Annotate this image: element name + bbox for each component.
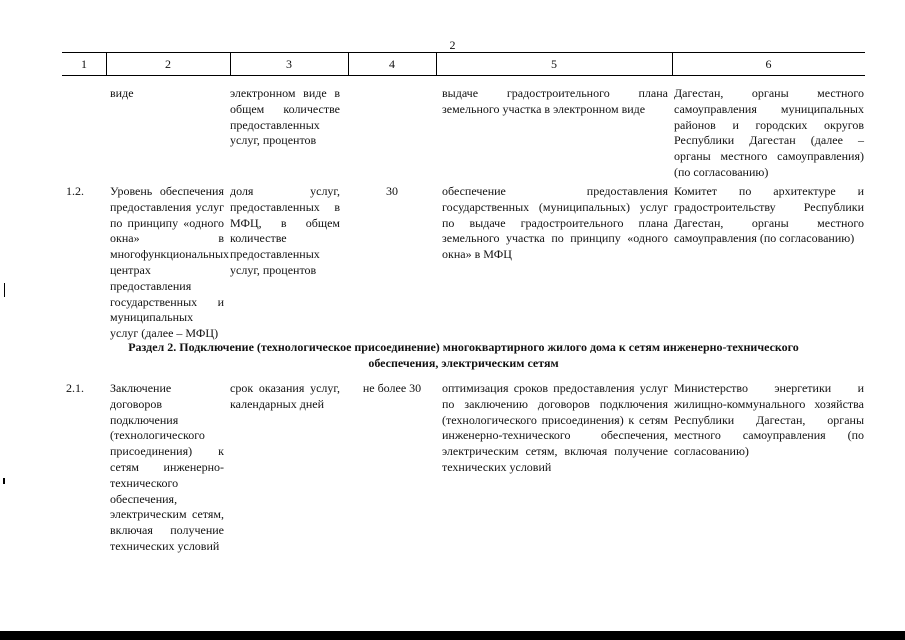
row-2-1-target: не более 30: [362, 381, 422, 395]
scan-edge-bar: [0, 631, 905, 640]
row-2-1-action: оптимизация сроков предоставления услуг по заключению договоров подключения (технологического присоединения) к сетям инженерно-технического обеспечения, электрическим сетям, включая получение технических условий: [442, 381, 668, 474]
header-bottom-rule: [62, 75, 865, 76]
table-header-row: [62, 53, 865, 75]
row-1-2-measure: доля услуг, предоставленных в МФЦ, в общем количестве предоставленных услуг, процентов: [230, 184, 340, 277]
header-col-1: 1: [81, 57, 87, 71]
row-2-1-responsible: Министерство энергетики и жилищно-коммунального хозяйства Республики Дагестан, органы местного самоуправления (по согласованию): [674, 381, 864, 459]
page-number: 2: [449, 38, 456, 52]
row-2-1-measure: срок оказания услуг, календарных дней: [230, 381, 340, 411]
header-divider: [436, 53, 437, 75]
scan-artifact: [3, 478, 5, 484]
row-1-2-target: 30: [386, 184, 398, 198]
row-1-2-responsible: Комитет по архитектуре и градостроительству Республики Дагестан, органы местного самоуправления (по согласованию): [674, 184, 864, 246]
header-col-4: 4: [389, 57, 395, 71]
row-1-2-action: обеспечение предоставления государственных (муниципальных) услуг по выдаче градостроительного плана земельного участка по принципу «одного окна» в МФЦ: [442, 184, 668, 262]
header-col-3: 3: [286, 57, 292, 71]
header-divider: [106, 53, 107, 75]
header-divider: [348, 53, 349, 75]
section-heading: [62, 340, 865, 372]
row-2-1-number: 2.1.: [66, 381, 84, 395]
continued-row-col3: электронном виде в общем количестве предоставленных услуг, процентов: [230, 86, 340, 148]
section-heading-line-2: обеспечения, электрическим сетям: [368, 355, 559, 370]
row-1-2-number: 1.2.: [66, 184, 84, 198]
continued-row-col2: виде: [110, 86, 134, 100]
row-1-2-indicator: Уровень обеспечения предоставления услуг по принципу «одного окна» в многофункциональных центрах предоставления государственных и муниципальных услуг (далее – МФЦ): [110, 184, 230, 341]
header-col-2: 2: [165, 57, 171, 71]
section-heading-line-1: Раздел 2. Подключение (технологическое присоединение) многоквартирного жилого дома к сетям инженерно-технического: [128, 340, 799, 354]
header-divider: [672, 53, 673, 75]
scan-artifact: [4, 283, 5, 297]
row-2-1-indicator: Заключение договоров подключения (технологического присоединения) к сетям инженерно-технического обеспечения, электрическим сетям, включая получение технических условий: [110, 381, 224, 553]
header-col-5: 5: [551, 57, 557, 71]
continued-row-col5: выдаче градостроительного плана земельного участка в электронном виде: [442, 86, 668, 116]
header-col-6: 6: [765, 57, 772, 71]
continued-row-col6: Дагестан, органы местного самоуправления муниципальных районов и городских округов Республики Дагестан (далее – органы местного самоуправления) (по согласованию): [674, 86, 864, 179]
header-divider: [230, 53, 231, 75]
